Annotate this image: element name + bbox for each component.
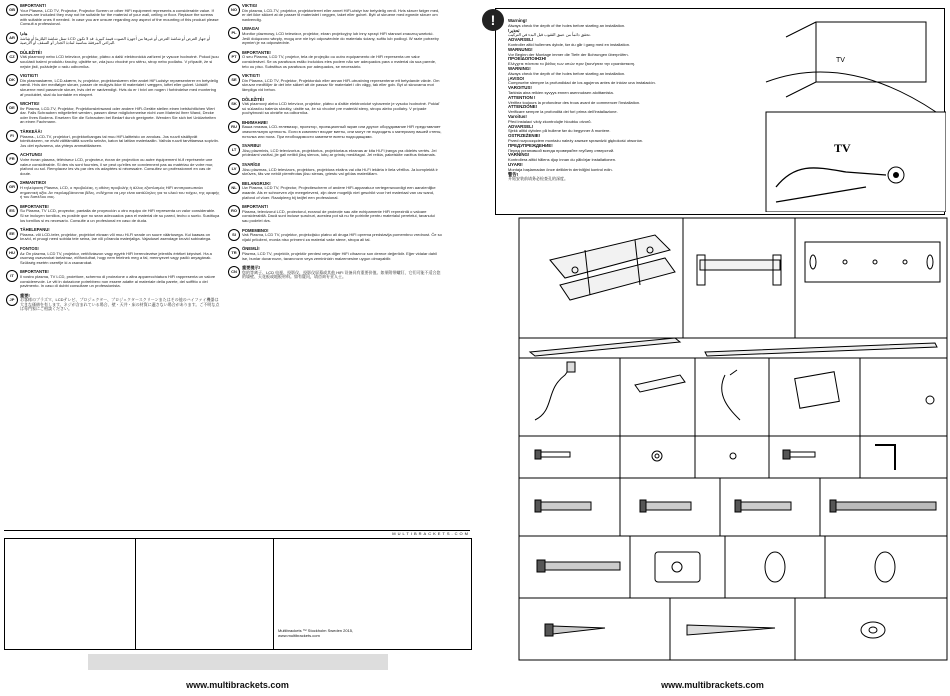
- flat-plate-part: [805, 242, 940, 282]
- notice-heading: UWAGA!: [242, 26, 260, 32]
- notice-block: [228, 51, 442, 69]
- bolt-m-part: [830, 500, 936, 512]
- language-flag-icon: TR: [228, 247, 240, 259]
- washer-large-part: [861, 622, 885, 638]
- notice-text: Η τηλεόραση Plasma, LCD, ο προβολέας, η οθόνη προβολής ή άλλος εξοπλισμός HiFi αντιπροσωπεύει σημαντική αξία. Αν περιλαμβάνονται βίδες, ενδέχεται να μην είναι κατάλληλες για το υλικό του τοίχου, της οροφής ή του δαπέδου σας.: [20, 185, 220, 200]
- notice-column-1: [6, 4, 220, 317]
- warning-line: Vor Beginn der Montage immer die Tiefe der Bohrungen überprüfen.: [508, 51, 629, 57]
- warning-line: Kontroller altid hullernes dybde, før du går i gang med en installation.: [508, 41, 631, 47]
- warning-line: Always check the depth of the holes before starting an installation.: [508, 22, 626, 28]
- notice-heading: VIGTIGT!: [20, 73, 39, 79]
- spacer-part: [765, 552, 785, 582]
- language-flag-icon: RO: [228, 205, 240, 217]
- notice-text: O seu Plasma, LCD TV, projetor, tela de projeção ou outro equipamento de HiFi representa um valor considerável. Se os parafusos estão incluídos eles podem não ser adequados para o material da sua parede, teto ou piso. Substitua os parafusos por adequados, se necessário.: [242, 54, 437, 69]
- notice-text: Din plasmaskærm, LCD-skærm, tv, projektor, projektorskærm eller andet HiFi-udstyr repræsenterer en betydelig værdi. Hvis der medfølger skruer, passer de muligvis ikke til materialet i væggen, loftet eller gulvet. Udskift skruerne med passende skruer, hvis det er nødvendigt. Hvis du er i tvivl om nogen i forbindelse med montering af produktet, skal du kontakte en ekspert.: [20, 77, 218, 97]
- notice-heading: WICHTIG!: [20, 101, 40, 107]
- warning-heading: WARNING!: [508, 65, 531, 71]
- spacer-plate-part: [655, 552, 700, 582]
- language-flag-icon: CN: [228, 266, 240, 278]
- bracket-arm-part: [697, 255, 781, 285]
- language-flag-icon: HU: [6, 247, 18, 259]
- notice-block: [6, 51, 220, 69]
- notice-heading: IMPORTANTE!: [20, 203, 49, 209]
- remote-part: [635, 375, 685, 392]
- language-flag-icon: SE: [228, 74, 240, 86]
- notice-text: Su Plasma, TV LCD, proyector, pantalla de proyección u otro equipo de HiFi representa un valor considerable. Si se incluyen tornillos, es posible que no sean adecuados para el material de su pared, techo o suelo. Sustituya los tornillos si es necesario. Consulte a un profesional en caso de duda.: [20, 208, 220, 223]
- notice-heading: POMEMBNO!: [242, 227, 269, 233]
- notice-text: Jūsu plazmas, LCD televizors, projektors, projektora ekrāns vai cita Hi-Fi iekārta ir liela vērtība. Ja komplektā ir skrūves, tās var nebūt piemērotas jūsu sienas, griestu vai grīdas materiālam.: [242, 166, 438, 177]
- notice-block: [228, 247, 442, 261]
- notice-block: [228, 144, 442, 158]
- notice-text: Monitor plazmowy, LCD telewizor, projektor, ekran projekcyjny lub inny sprzęt HiFi stanowi znaczną wartość. Jeśli dołączono wkręty, mogą one nie być odpowiednie do materiału ściany, sufitu lub podłogi. W razie potrzeby wymień je na odpowiednie.: [242, 30, 439, 46]
- long-bar-part: [705, 343, 937, 356]
- footer-url[interactable]: www.multibrackets.com: [186, 680, 289, 690]
- warning-heading: OSTRZEŻENIE!: [508, 133, 541, 139]
- notice-block: [6, 181, 220, 199]
- notice-block: [228, 121, 442, 139]
- warning-heading: ¡AVISO!: [508, 75, 525, 81]
- language-flag-icon: SK: [228, 98, 240, 110]
- notice-text: Ihr Plasma, LCD-TV, Projektor, Projektionsleinwand oder andere HiFi-Geräte stellen einen beträchtlichen Wert dar. Falls Schrauben mitgeliefert werden, passen diese möglicherweise nicht zum Material Ihrer Wand, Decke oder Ihres Bodens. Ersetzen Sie die Schrauben bei Bedarf durch geeignete. Wenden Sie sich bei Unklarheiten an einen Fachmann.: [20, 105, 216, 125]
- warning-line: تحقق دائماً من عمق الثقوب قبل البدء في التركيب.: [508, 32, 591, 38]
- notice-block: [6, 4, 220, 27]
- warning-line: Always check the depth of the holes before starting an installation.: [508, 70, 626, 76]
- notice-text: Din Plasma, LCD TV, Projektor, Projektorduk eller annan HiFi-utrustning representerar ett betydande värde. Om skruvar medföljer är det inte säkert att de passar för materialet i din vägg, tak eller golv. Byt ut skruvarna mot lämpliga vid behov.: [242, 77, 440, 92]
- notice-heading: DÔLEŽITÉ!: [242, 96, 265, 102]
- warning-heading: ΠΡΟΕΙΔΟΠΟΙΗΣΗ!: [508, 56, 547, 62]
- notice-heading: SVARBU!: [242, 143, 261, 149]
- wall-plug-part: [687, 625, 775, 635]
- right-page: [475, 0, 950, 696]
- notice-heading: ACHTUNG!: [20, 152, 43, 158]
- parts-grid: [475, 0, 950, 696]
- notice-text: Ваша плазма, LCD-телевизор, проектор, проекционный экран или другое оборудование HiFi представляет значительную ценность. Если в комплект входят винты, они могут не подходить к материалу вашей стены, потолка или пола. При необходимости замените винты подходящими.: [242, 124, 442, 139]
- language-flag-icon: EE: [6, 228, 18, 240]
- language-flag-icon: FR: [6, 153, 18, 165]
- notice-column-2: [228, 4, 442, 285]
- copyright-line: Multibrackets ™ Stockholm Sweden 2015,: [278, 628, 354, 633]
- language-flag-icon: DE: [6, 102, 18, 114]
- language-flag-icon: GR: [6, 181, 18, 193]
- language-flag-icon: JP: [6, 294, 18, 306]
- warning-line: Przed rozpoczęciem montażu należy zawsze sprawdzić głębokość otworów.: [508, 137, 643, 143]
- warning-line: Verificare sempre la profondità dei fori prima dell'installazione.: [508, 109, 618, 115]
- notice-block: [6, 102, 220, 125]
- cap-part: [926, 396, 934, 404]
- language-flag-icon: ES: [6, 205, 18, 217]
- warning-heading: ATTENTION !: [508, 94, 536, 100]
- language-flag-icon: CZ: [6, 51, 18, 63]
- notice-block: [6, 130, 220, 148]
- divider: [273, 539, 274, 649]
- language-flag-icon: PL: [228, 27, 240, 39]
- warning-heading: ПРЕДУПРЕЖДЕНИЕ!: [508, 142, 553, 148]
- bolt-m-part: [735, 500, 791, 512]
- notice-heading: BELANGRIJK!: [242, 180, 271, 186]
- warning-heading: VAROITUS!: [508, 85, 532, 91]
- warning-line: Montaja başlamadan önce deliklerin derinliğini kontrol edin.: [508, 166, 613, 172]
- language-flag-icon: LT: [228, 144, 240, 156]
- notice-text: Uw Plasma, LCD TV, Projector, Projectiescherm of andere HiFi-apparatuur vertegenwoordigt een aanzienlijke waarde. Als er schroeven zijn meegeleverd, zijn deze mogelijk niet geschikt voor het materiaal van uw wand, plafond of vloer. Raadpleeg bij twijfel een professional.: [242, 185, 436, 200]
- notice-heading: IMPORTANT!: [20, 3, 46, 8]
- divider: [135, 539, 136, 649]
- warning-heading: Varoitus!: [508, 113, 527, 119]
- footer-url[interactable]: www.multibrackets.com: [661, 680, 764, 690]
- notice-block: [228, 182, 442, 200]
- warning-heading: ADVARSEL!: [508, 123, 534, 129]
- notice-heading: TÄHELEPANU!: [20, 227, 50, 233]
- wire-part: [722, 370, 740, 420]
- notice-heading: IMPORTANT!: [242, 204, 268, 210]
- warning-line: 开始安装前请务必检查孔的深度。: [508, 176, 568, 182]
- allen-key-part: [875, 445, 895, 470]
- notice-heading: DŮLEŽITÉ!: [20, 49, 42, 55]
- spacer-part: [875, 552, 895, 582]
- controller-part: [795, 372, 840, 408]
- language-flag-icon: NL: [228, 182, 240, 194]
- washer-part: [652, 451, 662, 461]
- long-screw-part: [537, 560, 620, 572]
- notice-text: お客様のプラズマ、LCDテレビ、プロジェクター、プロジェクタースクリーンまたはその他のハイファイ機器は大きな価値を有します。ネジが含まれている場合、壁・天井・床の材質に適さない場合があります。ご不明な点は専門家にご相談ください。: [20, 297, 220, 312]
- wall-plate-part: [550, 235, 675, 300]
- notice-heading: SVARĪGI!: [242, 162, 261, 168]
- notice-heading: ВНИМАНИЕ!: [242, 119, 268, 125]
- notice-heading: VIKTIGT!: [242, 73, 260, 79]
- nut-part: [730, 453, 736, 459]
- warning-heading: !تحذير: [508, 27, 520, 33]
- brand-bar-text: MULTIBRACKETS.COM: [392, 531, 470, 536]
- notice-block: [6, 270, 220, 288]
- warning-line: Перед установкой всегда проверяйте глубину отверстий.: [508, 147, 615, 153]
- notice-heading: ÖNEMLİ!: [242, 246, 260, 252]
- notice-text: Votre écran plasma, téléviseur LCD, projecteur, écran de projection ou autre équipement hi-fi représente une valeur considérable. Si des vis sont fournies, il se peut qu'elles ne conviennent pas au matériau de votre mur, plafond ou sol. Remplacez les vis par des vis adaptées si nécessaire. Consultez un professionnel en cas de doute.: [20, 157, 214, 176]
- warning-heading: UYARI!: [508, 161, 523, 167]
- tv-label-small: TV: [836, 57, 845, 64]
- notice-text: Plasma, televizorul LCD, proiectorul, ecranul de proiecție sau alte echipamente HiFi reprezintă o valoare considerabilă. Dacă sunt incluse șuruburi, acestea pot să nu fie potrivite pentru materialul peretelui, tavanului sau podelei dvs.: [242, 208, 435, 223]
- language-flag-icon: SI: [228, 229, 240, 241]
- notice-text: Vaš Plasma, LCD TV, projektor, projekcijsko platno ali druga HiFi oprema predstavlja pomembno vrednost. Če so vijaki priloženi, morda niso primerni za material vaše stene, stropa ali tal.: [242, 232, 442, 242]
- notice-text: Az Ön plazma, LCD TV, projektor, vetítővászon vagy egyéb HiFi berendezése jelentős értéket képvisel. Ha a csomag csavarokat tartalmaz, előfordulhat, hogy nem felelnek meg a fal, mennyezet vagy padló anyagának. Szükség esetén cserélje ki a csavarokat.: [20, 250, 212, 265]
- notice-heading: IMPORTANTE!: [20, 269, 49, 275]
- bolt-m-part: [535, 500, 591, 512]
- language-flag-icon: LV: [228, 163, 240, 175]
- language-flag-icon: GB: [6, 4, 18, 16]
- notes-boxes: [4, 538, 472, 650]
- notice-block: [228, 266, 442, 280]
- notice-block: [6, 294, 220, 312]
- notice-block: [228, 229, 442, 243]
- language-flag-icon: DK: [6, 74, 18, 86]
- warning-line: Sjekk alltid dybden på hullene før du begynner å montere.: [508, 128, 611, 134]
- notice-text: Plasma- või LCD-teler, projektor, projektori ekraan või muu Hi-Fi seade on suure väärtusega. Kui kaasas on kruvid, ei pruugi need sobida teie seina, lae või põranda materjaliga. Vajadusel asendage kruvid sobivatega.: [20, 231, 212, 242]
- notice-text: Jūsų plazminis, LCD televizorius, projektorius, projektoriaus ekranas ar kita Hi-Fi įranga yra didelės vertės. Jei pridedami varžtai, jie gali netikti jūsų sienos, lubų ar grindų medžiagai. Jei reikia, pakeiskite varžtus tinkamais.: [242, 147, 437, 158]
- wood-screw-part: [545, 624, 605, 636]
- warning-heading: WARNUNG!: [508, 46, 533, 52]
- warning-line: Kontrollera alltid hålens djup innan du påbörjar installationen.: [508, 157, 617, 163]
- long-bar-part: [530, 338, 680, 356]
- warning-line: Compruebe siempre la profundidad de los agujeros antes de iniciar una instalación.: [508, 80, 656, 86]
- notice-block: [6, 153, 220, 176]
- notice-block: [228, 98, 442, 116]
- language-flag-icon: IT: [6, 270, 18, 282]
- notice-block: [6, 32, 220, 46]
- small-screw-part: [535, 450, 570, 459]
- warning-line: Ελέγχετε πάντοτε το βάθος των οπών πριν ξεκινήσετε την εγκατάσταση.: [508, 61, 636, 67]
- warning-line: Před instalací vždy zkontrolujte hloubku otvorů.: [508, 118, 592, 124]
- warning-heading: ATTENZIONE!: [508, 104, 538, 110]
- copyright-url: www.multibrackets.com: [278, 633, 320, 638]
- notice-block: [6, 247, 220, 265]
- notice-heading: IMPORTANTE!: [242, 49, 271, 55]
- language-flag-icon: NO: [228, 4, 240, 16]
- notice-heading: ΣΗΜΑΝΤΙΚΟ!: [20, 180, 47, 186]
- copyright: [278, 628, 353, 638]
- grey-bar: [88, 654, 388, 670]
- notice-heading: TÄRKEÄÄ!: [20, 129, 42, 135]
- notice-block: [228, 74, 442, 92]
- notice-block: [228, 4, 442, 22]
- language-flag-icon: PT: [228, 51, 240, 63]
- notice-text: Il vostro plasma, TV LCD, proiettore, schermo di proiezione o altra apparecchiatura HiFi rappresenta un valore considerevole. Le viti in dotazione potrebbero non essere adatte al materiale della parete, del soffitto o del pavimento. In caso di dubbi consultare un professionista.: [20, 273, 216, 289]
- notice-block: [228, 205, 442, 223]
- notice-text: Din plasma, LCD-TV, projektor, projektorlerret eller annet HiFi-utstyr har betydelig verdi. Hvis skruer følger med, er det ikke sikkert at de passer til materialet i veggen, taket eller gulvet. Bytt ut skruene med egnede skruer om nødvendig.: [242, 7, 440, 22]
- language-flag-icon: FI: [6, 130, 18, 142]
- notice-heading: FONTOS!: [20, 245, 39, 251]
- notice-text: 您的等离子、LCD 电视、投影仪、投影仪屏幕或其他 HiFi 设备具有重要价值。如果附带螺钉，它们可能不适合您的墙壁、天花板或地板材料。如有疑问，请咨询专业人士。: [242, 269, 441, 280]
- notice-block: [228, 163, 442, 177]
- notice-text: Your Plasma, LCD TV, Projector, Projector Screen or other HiFi equipment represents a considerable value. If screws are included they may not be suitable for the material of your wall, ceiling or floor. Replace the screws with suitable ones if needed. In case you are unsure regarding any aspect of the mounting of this product please Consult a professional.: [20, 7, 219, 27]
- warning-heading: Warning!: [508, 18, 527, 23]
- bolt-part: [783, 450, 815, 459]
- notice-text: تمثل شاشة البلازما أو شاشة LCD أو جهاز العرض أو شاشة العرض أو غيرها من أجهزة الصوت قيمة كبيرة. قد لا تكون البراغي المرفقة مناسبة لمادة الجدار أو السقف أو الأرضية.: [20, 35, 210, 46]
- notice-block: [6, 228, 220, 242]
- notice-block: [228, 27, 442, 45]
- warning-line: Vérifiez toujours la profondeur des trous avant de commencer l'installation.: [508, 99, 641, 105]
- notice-heading: !هام: [20, 30, 28, 36]
- notice-block: [6, 74, 220, 97]
- tv-label: TV: [834, 141, 851, 155]
- notice-text: Plasma-, LCD-TV, projektori, projektorikangas tai muu HiFi-laitteisto on arvokas. Jos ruuvit sisältyvät toimitukseen, ne eivät välttämättä sovellu seinän, katon tai lattian materiaaliin. Vaihda ruuvit tarvittaessa sopiviin. Jos olet epävarma, ota yhteys ammattilaiseen.: [20, 133, 219, 148]
- bolt-m-part: [640, 500, 691, 512]
- notice-heading: 重要!: [20, 292, 30, 298]
- cable-part: [535, 368, 570, 420]
- notice-heading: 重要提示!: [242, 265, 261, 271]
- warning-icon: !: [482, 9, 504, 31]
- warning-heading: VARNING!: [508, 152, 530, 158]
- language-flag-icon: RU: [228, 121, 240, 133]
- notice-text: Plazma, LCD TV, projektör, projektör perdesi veya diğer HiFi cihazınız son derece değerlidir. Eğer vidalar dahil ise, bunlar duvarınızın, tavanınızın veya zemininizin malzemesine uygun olmayabilir.: [242, 250, 437, 261]
- notice-heading: VIKTIG!: [242, 3, 258, 8]
- notice-text: Váš plazmový alebo LCD televízor, projektor, plátno a ďalšie elektronické vybavenie je vysoko hodnotné. Pokiaľ sú súčasťou balenia skrutky, uistite sa, že sú vhodné pre materiál steny, stropu alebo podlahy. V prípade pochybností sa obráťte na odborníka.: [242, 101, 440, 116]
- notice-text: Váš plazmový nebo LCD televizor, projektor, plátno a další elektronická zařízení je vysoce hodnotné. Pokud jsou součástí balení produktu šrouby, ujistěte se, zda jsou vhodné pro stěnu, strop nebo podlahu. V případě, že si nejste jisti, požádejte o radu odborníka.: [20, 54, 219, 69]
- warning-heading: ADVARSEL!: [508, 37, 534, 43]
- notice-block: [6, 205, 220, 223]
- warning-heading: 警告!: [508, 171, 519, 177]
- warning-line: Tarkista aina reikien syvyys ennen asennuksen aloittamista.: [508, 89, 614, 95]
- language-flag-icon: AR: [6, 32, 18, 44]
- brand-bar: [4, 530, 470, 537]
